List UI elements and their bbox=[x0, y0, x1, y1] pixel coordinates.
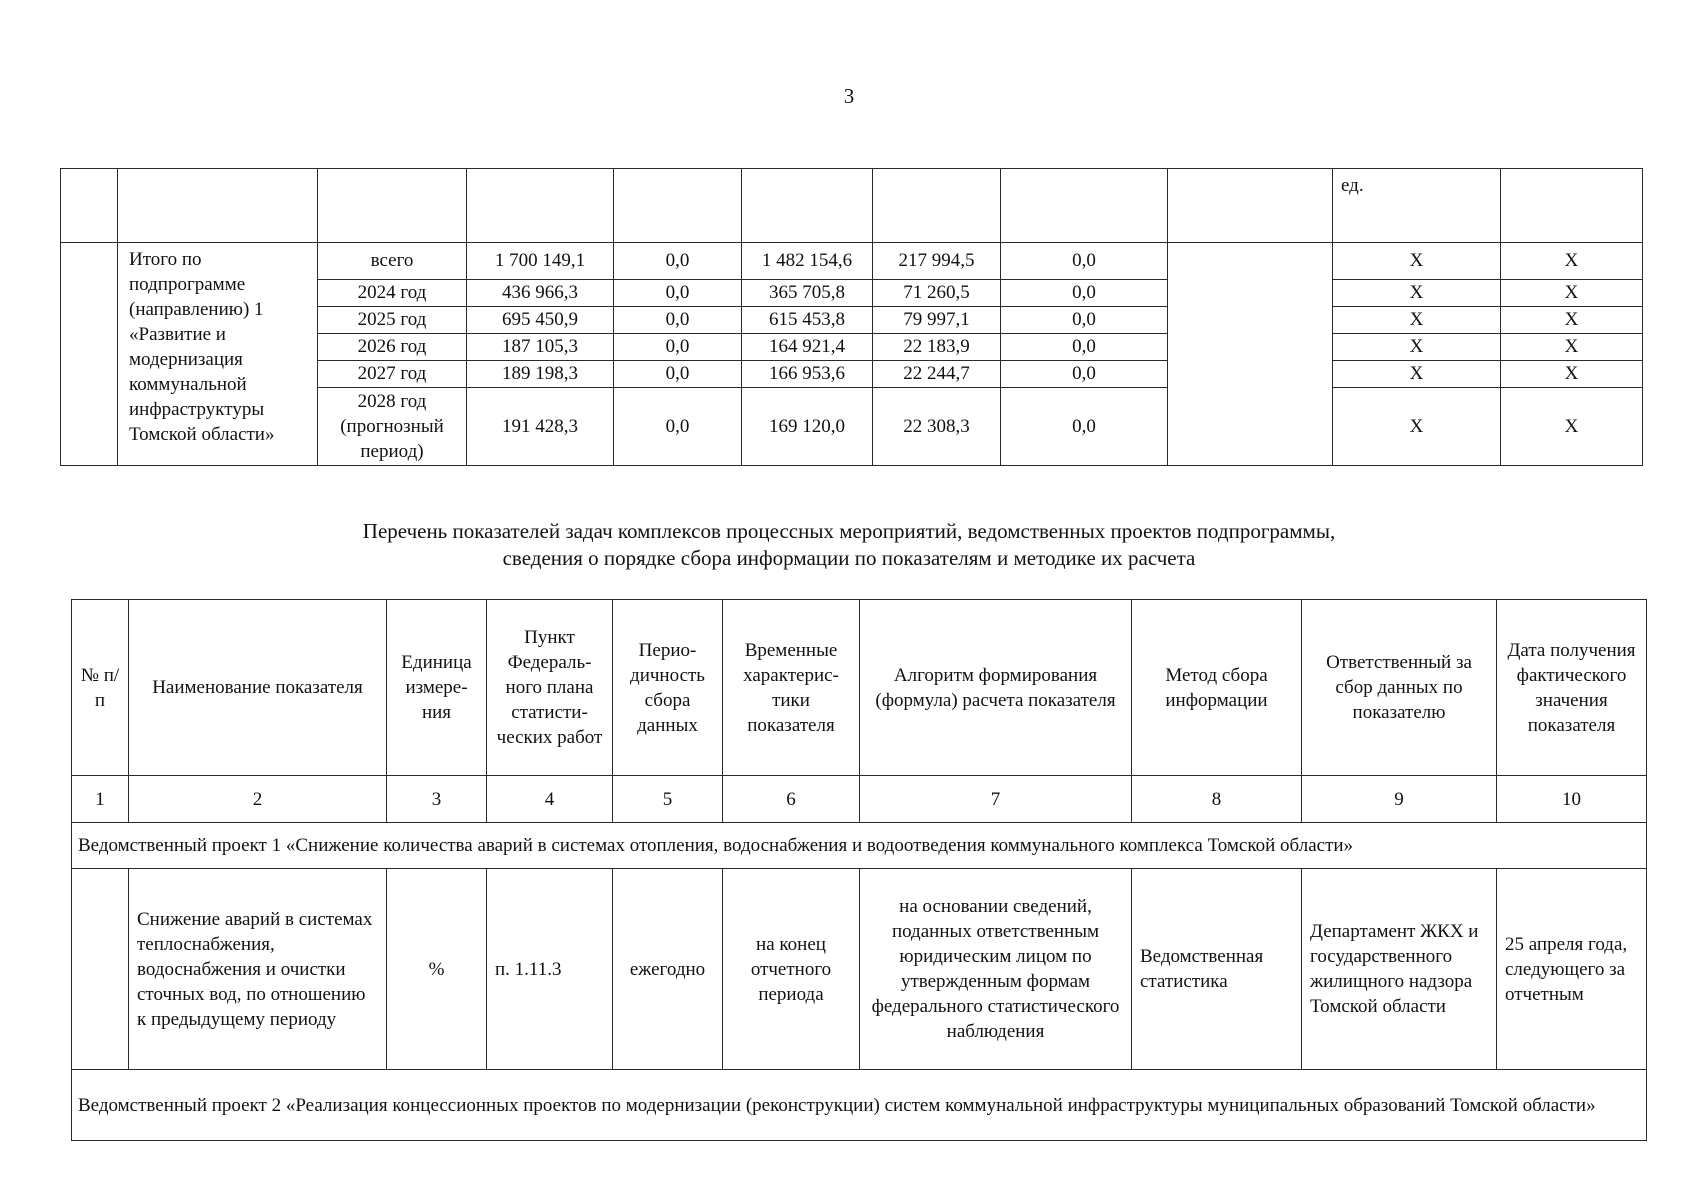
x-cell: Х bbox=[1333, 388, 1501, 466]
period-cell: 2025 год bbox=[318, 307, 467, 334]
x-cell: Х bbox=[1333, 361, 1501, 388]
x-cell: Х bbox=[1333, 243, 1501, 280]
time-characteristic-cell: на конец отчетного периода bbox=[723, 869, 860, 1070]
empty-cell bbox=[61, 169, 118, 243]
heading-line: Перечень показателей задач комплексов процессных мероприятий, ведомственных проектов подпрограммы, bbox=[362, 519, 1336, 543]
value-cell: 164 921,4 bbox=[742, 334, 873, 361]
empty-cell bbox=[1501, 169, 1643, 243]
page-number: 3 bbox=[843, 84, 855, 108]
column-header: № п/п bbox=[72, 600, 129, 776]
value-cell: 0,0 bbox=[614, 361, 742, 388]
section-row bbox=[72, 823, 1647, 869]
value-cell: 22 183,9 bbox=[873, 334, 1001, 361]
value-cell: 79 997,1 bbox=[873, 307, 1001, 334]
empty-cell bbox=[614, 169, 742, 243]
period-cell: 2028 год (прогнозный период) bbox=[318, 388, 467, 466]
empty-cell bbox=[61, 243, 118, 466]
column-number: 7 bbox=[860, 776, 1132, 823]
x-cell: Х bbox=[1333, 307, 1501, 334]
units-cell: ед. bbox=[1333, 169, 1501, 243]
indicator-name: Снижение аварий в системах теплоснабжения, водоснабжения и очистки сточных вод, по отношению к предыдущему периоду bbox=[129, 869, 387, 1070]
value-cell: 0,0 bbox=[614, 280, 742, 307]
total-cell: 1 700 149,1 bbox=[467, 243, 614, 280]
column-header: Алгоритм формирования (формула) расчета показателя bbox=[860, 600, 1132, 776]
column-header: Временные характерис-тики показателя bbox=[723, 600, 860, 776]
algorithm-cell: на основании сведений, поданных ответственным юридическим лицом по утвержденным формам федерального статистического наблюдения bbox=[860, 869, 1132, 1070]
column-header: Ответственный за сбор данных по показателю bbox=[1302, 600, 1497, 776]
unit-cell: % bbox=[387, 869, 487, 1070]
value-cell: 0,0 bbox=[1001, 243, 1168, 280]
x-cell: Х bbox=[1501, 280, 1643, 307]
x-cell: Х bbox=[1501, 243, 1643, 280]
column-number: 9 bbox=[1302, 776, 1497, 823]
column-header: Пункт Федераль-ного плана статисти-ческих работ bbox=[487, 600, 613, 776]
column-number-row bbox=[72, 776, 1647, 823]
heading-line: сведения о порядке сбора информации по показателям и методике их расчета bbox=[502, 546, 1196, 570]
column-number: 8 bbox=[1132, 776, 1302, 823]
value-cell: 166 953,6 bbox=[742, 361, 873, 388]
row-number-cell bbox=[72, 869, 129, 1070]
column-number: 5 bbox=[613, 776, 723, 823]
value-cell: 0,0 bbox=[614, 307, 742, 334]
value-cell: 0,0 bbox=[1001, 361, 1168, 388]
funding-table bbox=[60, 168, 1643, 466]
x-cell: Х bbox=[1501, 307, 1643, 334]
section-row bbox=[72, 1070, 1647, 1141]
periodicity-cell: ежегодно bbox=[613, 869, 723, 1070]
table-row bbox=[61, 169, 1643, 243]
empty-cell bbox=[318, 169, 467, 243]
x-cell: Х bbox=[1333, 334, 1501, 361]
column-header: Перио-дичность сбора данных bbox=[613, 600, 723, 776]
value-cell: 0,0 bbox=[1001, 307, 1168, 334]
empty-cell bbox=[467, 169, 614, 243]
column-number: 1 bbox=[72, 776, 129, 823]
value-cell: 0,0 bbox=[1001, 388, 1168, 466]
column-header: Дата получения фактического значения показателя bbox=[1497, 600, 1647, 776]
total-cell: 695 450,9 bbox=[467, 307, 614, 334]
period-cell: 2026 год bbox=[318, 334, 467, 361]
value-cell: 217 994,5 bbox=[873, 243, 1001, 280]
method-cell: Ведомственная статистика bbox=[1132, 869, 1302, 1070]
value-cell: 0,0 bbox=[1001, 280, 1168, 307]
empty-cell bbox=[118, 169, 318, 243]
total-cell: 187 105,3 bbox=[467, 334, 614, 361]
table-row bbox=[61, 243, 1643, 280]
column-header: Метод сбора информации bbox=[1132, 600, 1302, 776]
empty-cell bbox=[742, 169, 873, 243]
column-number: 6 bbox=[723, 776, 860, 823]
value-cell: 615 453,8 bbox=[742, 307, 873, 334]
value-cell: 1 482 154,6 bbox=[742, 243, 873, 280]
date-cell: 25 апреля года, следующего за отчетным bbox=[1497, 869, 1647, 1070]
empty-cell bbox=[1168, 169, 1333, 243]
value-cell: 22 308,3 bbox=[873, 388, 1001, 466]
value-cell: 0,0 bbox=[614, 243, 742, 280]
column-header: Наименование показателя bbox=[129, 600, 387, 776]
value-cell: 169 120,0 bbox=[742, 388, 873, 466]
value-cell: 71 260,5 bbox=[873, 280, 1001, 307]
total-cell: 436 966,3 bbox=[467, 280, 614, 307]
value-cell: 0,0 bbox=[614, 334, 742, 361]
x-cell: Х bbox=[1501, 334, 1643, 361]
table-row bbox=[72, 869, 1647, 1070]
total-cell: 191 428,3 bbox=[467, 388, 614, 466]
empty-cell bbox=[1001, 169, 1168, 243]
column-number: 3 bbox=[387, 776, 487, 823]
column-header: Единица измере-ния bbox=[387, 600, 487, 776]
x-cell: Х bbox=[1501, 361, 1643, 388]
x-cell: Х bbox=[1333, 280, 1501, 307]
value-cell: 22 244,7 bbox=[873, 361, 1001, 388]
responsible-cell: Департамент ЖКХ и государственного жилищного надзора Томской области bbox=[1302, 869, 1497, 1070]
column-number: 4 bbox=[487, 776, 613, 823]
column-number: 2 bbox=[129, 776, 387, 823]
project-2-title: Ведомственный проект 2 «Реализация концессионных проектов по модернизации (реконструкции) систем коммунальной инфраструктуры муниципальных образований Томской области» bbox=[72, 1070, 1647, 1141]
x-cell: Х bbox=[1501, 388, 1643, 466]
column-number: 10 bbox=[1497, 776, 1647, 823]
empty-cell bbox=[873, 169, 1001, 243]
period-cell: всего bbox=[318, 243, 467, 280]
project-1-title: Ведомственный проект 1 «Снижение количества аварий в системах отопления, водоснабжения и водоотведения коммунального комплекса Томской области» bbox=[72, 823, 1647, 869]
plan-item-cell: п. 1.11.3 bbox=[487, 869, 613, 1070]
header-row bbox=[72, 600, 1647, 776]
section-heading bbox=[0, 518, 1698, 572]
value-cell: 0,0 bbox=[614, 388, 742, 466]
empty-cell bbox=[1168, 243, 1333, 466]
value-cell: 0,0 bbox=[1001, 334, 1168, 361]
total-cell: 189 198,3 bbox=[467, 361, 614, 388]
indicators-table bbox=[71, 599, 1647, 1141]
value-cell: 365 705,8 bbox=[742, 280, 873, 307]
subprogram-total-label: Итого по подпрограмме (направлению) 1 «Развитие и модернизация коммунальной инфраструктуры Томской области» bbox=[118, 243, 318, 466]
period-cell: 2024 год bbox=[318, 280, 467, 307]
period-cell: 2027 год bbox=[318, 361, 467, 388]
